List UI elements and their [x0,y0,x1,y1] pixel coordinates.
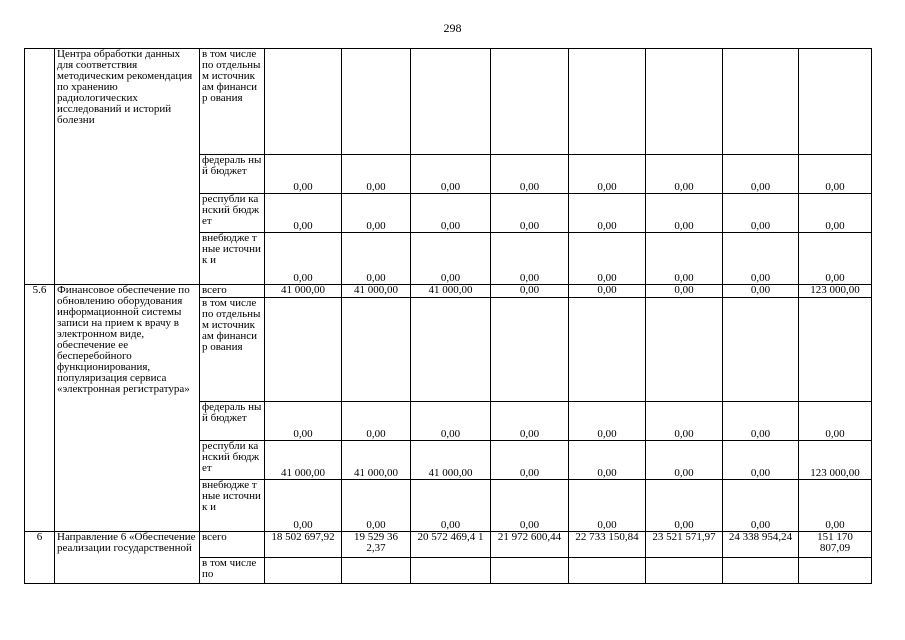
budget-table [24,48,872,584]
value-cell: 0,00 [569,480,646,532]
row-number-cell: 5.6 [25,285,55,532]
source-label: в том числе по отдельны м источник ам финансир ования [200,298,265,402]
value-cell: 0,00 [491,155,569,194]
value-cell: 41 000,00 [265,441,342,480]
value-cell: 0,00 [723,233,799,285]
value-cell: 0,00 [265,155,342,194]
value-cell: 0,00 [342,194,411,233]
value-cell: 0,00 [723,480,799,532]
value-cell: 41 000,00 [265,285,342,298]
value-cell: 0,00 [799,194,872,233]
value-cell: 0,00 [723,155,799,194]
value-cell: 0,00 [569,155,646,194]
page-number: 298 [443,21,462,35]
value-cell: 0,00 [265,480,342,532]
value-cell: 0,00 [569,285,646,298]
value-cell: 0,00 [569,441,646,480]
value-cell: 0,00 [342,480,411,532]
table-row [25,285,872,298]
value-cell: 0,00 [265,194,342,233]
value-cell: 0,00 [265,402,342,441]
value-cell: 0,00 [491,480,569,532]
row-name-cell: Финансовое обеспечение по обновлению оборудования информационной системы записи на прием к врачу в электронном виде, обеспечение ее бесперебойного функционирования, популяризация сервиса «электронная регистратура» [55,285,200,532]
value-cell: 0,00 [569,402,646,441]
table-row [25,532,872,558]
value-cell: 0,00 [723,402,799,441]
source-label: всего [200,285,265,298]
value-cell: 0,00 [411,233,491,285]
source-label: всего [200,532,265,558]
value-cell: 41 000,00 [411,285,491,298]
value-cell: 0,00 [646,233,723,285]
value-cell: 0,00 [723,441,799,480]
value-cell: 0,00 [411,402,491,441]
value-cell: 0,00 [799,155,872,194]
value-cell: 0,00 [491,285,569,298]
value-cell: 0,00 [799,402,872,441]
value-cell: 22 733 150,84 [569,532,646,558]
value-cell: 19 529 36 2,37 [342,532,411,558]
source-label: республи канский бюджет [200,441,265,480]
value-cell: 123 000,00 [799,285,872,298]
source-label: внебюдже тные источник и [200,480,265,532]
value-cell: 0,00 [411,480,491,532]
source-label: внебюдже тные источник и [200,233,265,285]
row-number-cell [25,49,55,285]
value-cell: 0,00 [491,194,569,233]
value-cell: 0,00 [646,441,723,480]
value-cell: 0,00 [646,194,723,233]
value-cell: 20 572 469,4 1 [411,532,491,558]
source-label: федераль ный бюджет [200,402,265,441]
value-cell: 0,00 [491,233,569,285]
value-cell: 123 000,00 [799,441,872,480]
value-cell: 0,00 [799,233,872,285]
value-cell: 21 972 600,44 [491,532,569,558]
source-label: федераль ный бюджет [200,155,265,194]
value-cell: 0,00 [265,233,342,285]
value-cell: 0,00 [411,155,491,194]
value-cell: 0,00 [646,155,723,194]
value-cell: 23 521 571,97 [646,532,723,558]
table-row [25,49,872,155]
value-cell: 0,00 [411,194,491,233]
source-label: в том числе по [200,558,265,584]
source-label: республи канский бюджет [200,194,265,233]
value-cell: 0,00 [799,480,872,532]
value-cell: 151 170 807,09 [799,532,872,558]
value-cell: 24 338 954,24 [723,532,799,558]
value-cell: 0,00 [646,402,723,441]
row-number-cell: 6 [25,532,55,584]
value-cell: 0,00 [491,402,569,441]
value-cell: 0,00 [342,155,411,194]
value-cell: 0,00 [491,441,569,480]
source-label: в том числе по отдельны м источник ам финансир ования [200,49,265,155]
value-cell: 41 000,00 [342,441,411,480]
value-cell: 0,00 [723,194,799,233]
value-cell: 41 000,00 [411,441,491,480]
value-cell: 0,00 [646,285,723,298]
value-cell: 0,00 [342,402,411,441]
row-name-cell: Центра обработки данных для соответствия методическим рекомендация по хранению радиологических исследований и историй болезни [55,49,200,285]
value-cell: 0,00 [569,233,646,285]
value-cell: 0,00 [342,233,411,285]
value-cell: 41 000,00 [342,285,411,298]
value-cell: 0,00 [723,285,799,298]
value-cell: 18 502 697,92 [265,532,342,558]
value-cell: 0,00 [569,194,646,233]
row-name-cell: Направление 6 «Обеспечение реализации государственной [55,532,200,584]
value-cell: 0,00 [646,480,723,532]
